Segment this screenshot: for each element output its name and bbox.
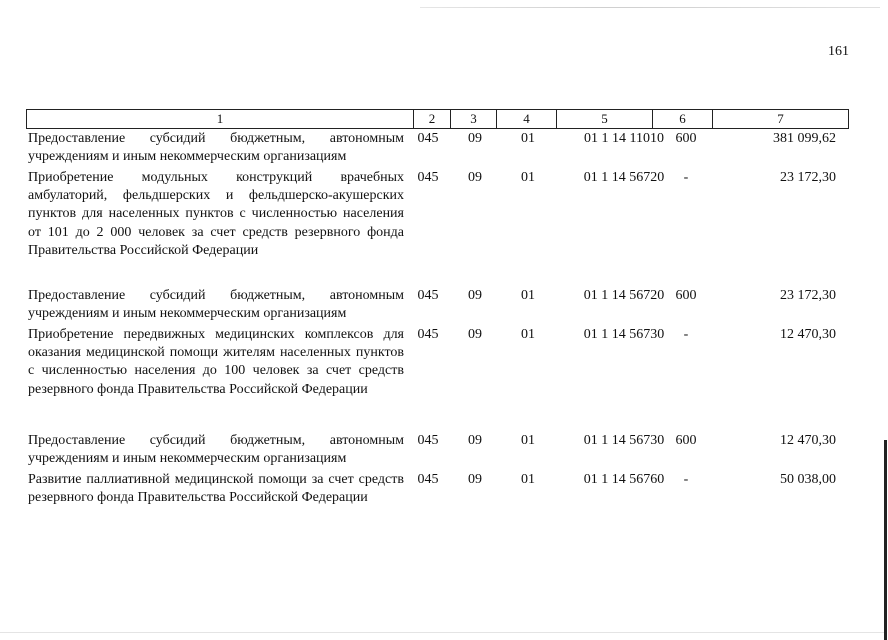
page-number: 161 (828, 44, 849, 59)
row-amount: 50 038,00 (780, 472, 836, 487)
row-code-section: 09 (468, 433, 482, 448)
row-code-ministry: 045 (417, 288, 439, 303)
row-name: Предоставление субсидий бюджетным, автономным учреждениям и иным некоммерческим организациям (28, 433, 404, 467)
row-code-expense-type: - (683, 472, 689, 487)
column-header-6: 6 (653, 110, 713, 129)
row-name: Приобретение передвижных медицинских комплексов для оказания медицинской помощи жителям населенных пунктов с численностью населения до 100 человек за счет средств резервного фонда Правительства Российской Федерации (28, 327, 404, 397)
column-header-2: 2 (414, 110, 451, 129)
row-code-section: 09 (468, 327, 482, 342)
column-header-3: 3 (451, 110, 497, 129)
row-code-subsection: 01 (521, 327, 535, 342)
row-code-target: 01 1 14 56730 (583, 433, 665, 448)
row-name: Предоставление субсидий бюджетным, автономным учреждениям и иным некоммерческим организациям (28, 131, 404, 165)
scan-artifact-bottom (0, 632, 884, 633)
row-amount: 23 172,30 (780, 288, 836, 303)
row-amount: 12 470,30 (780, 327, 836, 342)
scan-artifact-top (420, 7, 880, 8)
row-amount: 381 099,62 (773, 131, 836, 146)
row-code-expense-type: 600 (675, 433, 697, 448)
row-code-ministry: 045 (417, 472, 439, 487)
row-amount: 23 172,30 (780, 170, 836, 185)
row-code-ministry: 045 (417, 170, 439, 185)
row-code-target: 01 1 14 56720 (583, 288, 665, 303)
row-code-target: 01 1 14 11010 (584, 131, 664, 146)
row-code-section: 09 (468, 170, 482, 185)
column-header-row (26, 109, 849, 129)
row-code-expense-type: 600 (675, 288, 697, 303)
row-code-expense-type: - (683, 170, 689, 185)
column-header-4: 4 (497, 110, 557, 129)
column-header-1: 1 (27, 110, 414, 129)
row-amount: 12 470,30 (780, 433, 836, 448)
row-code-target: 01 1 14 56730 (583, 327, 665, 342)
row-code-target: 01 1 14 56720 (583, 170, 665, 185)
row-code-subsection: 01 (521, 170, 535, 185)
row-code-ministry: 045 (417, 433, 439, 448)
row-code-section: 09 (468, 472, 482, 487)
row-code-section: 09 (468, 131, 482, 146)
row-code-section: 09 (468, 288, 482, 303)
row-name: Развитие паллиативной медицинской помощи за счет средств резервного фонда Правительства Российской Федерации (28, 472, 404, 506)
row-code-target: 01 1 14 56760 (583, 472, 665, 487)
row-code-ministry: 045 (417, 131, 439, 146)
row-code-subsection: 01 (521, 131, 535, 146)
row-code-subsection: 01 (521, 472, 535, 487)
column-header-7: 7 (713, 110, 849, 129)
scan-artifact-right (884, 440, 887, 640)
row-code-subsection: 01 (521, 288, 535, 303)
row-code-expense-type: - (683, 327, 689, 342)
row-code-subsection: 01 (521, 433, 535, 448)
row-code-expense-type: 600 (675, 131, 697, 146)
column-header-5: 5 (557, 110, 653, 129)
row-code-ministry: 045 (417, 327, 439, 342)
row-name: Приобретение модульных конструкций врачебных амбулаторий, фельдшерских и фельдшерско-акушерских пунктов для населенных пунктов с численностью населения от 101 до 2 000 человек за счет средств резервного фонда Правительства Российской Федерации (28, 170, 404, 258)
row-name: Предоставление субсидий бюджетным, автономным учреждениям и иным некоммерческим организациям (28, 288, 404, 322)
